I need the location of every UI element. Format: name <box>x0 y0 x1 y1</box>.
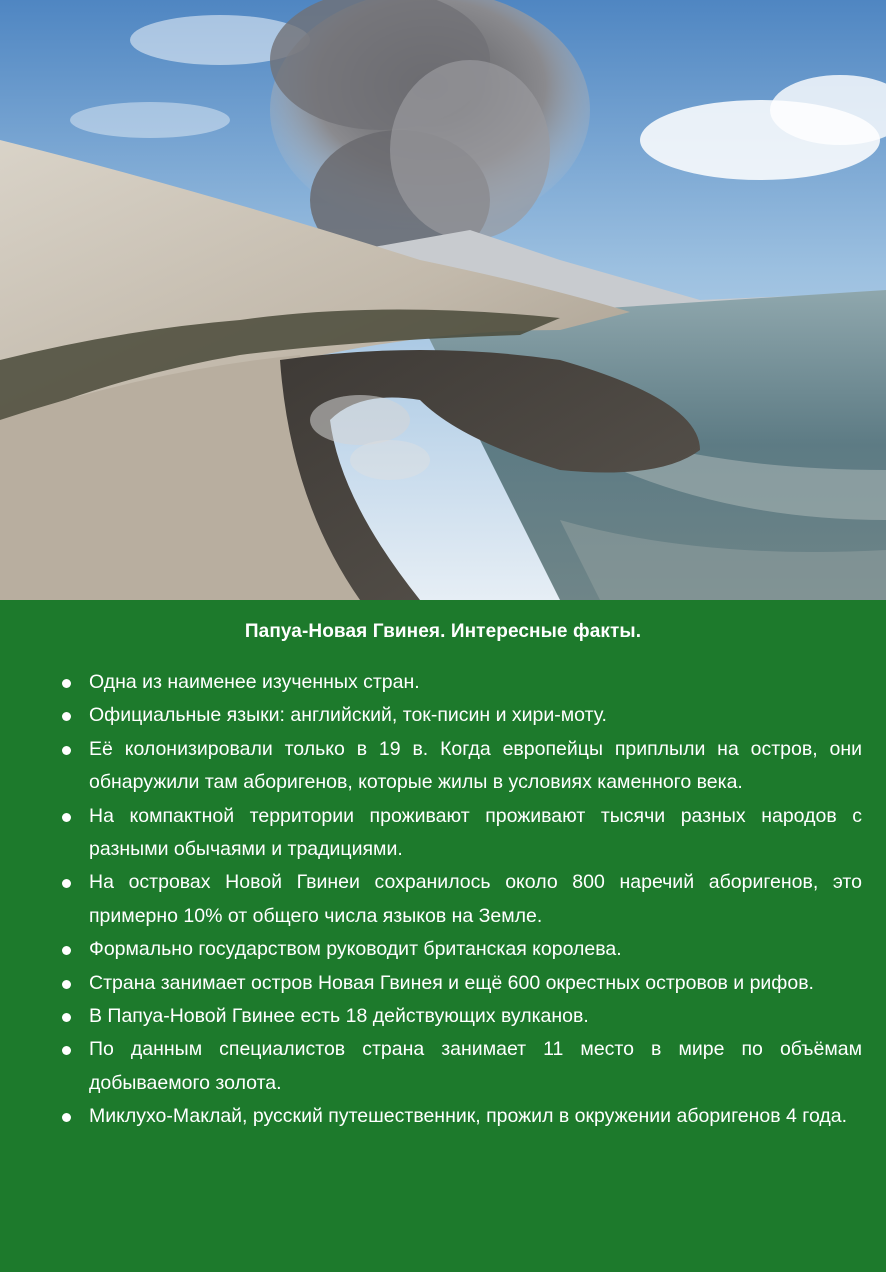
fact-item <box>60 933 862 966</box>
facts-list <box>60 666 862 1134</box>
fact-text: В Папуа-Новой Гвинее есть 18 действующих вулканов. <box>89 1005 589 1028</box>
fact-text: На островах Новой Гвинеи сохранилось около 800 наречий аборигенов, это примерно 10% от общего числа языков на Земле. <box>89 871 862 927</box>
fact-item <box>60 699 862 732</box>
bullet-icon <box>62 1013 71 1022</box>
fact-text: Миклухо-Маклай, русский путешественник, прожил в окружении аборигенов 4 года. <box>89 1105 847 1128</box>
bullet-icon <box>62 879 71 888</box>
fact-item <box>60 967 862 1000</box>
fact-item <box>60 733 862 800</box>
fact-text: Её колонизировали только в 19 в. Когда европейцы приплыли на остров, они обнаружили там аборигенов, которые жилы в условиях каменного века. <box>89 737 862 794</box>
volcano-beach-photo <box>0 0 886 600</box>
bullet-icon <box>62 1046 71 1055</box>
fact-text: Одна из наименее изученных стран. <box>89 671 420 693</box>
fact-item <box>60 666 862 699</box>
fact-text: На компактной территории проживают проживают тысячи разных народов с разными обычаями и традициями. <box>89 804 862 861</box>
bullet-icon <box>62 813 71 822</box>
bullet-icon <box>62 712 71 721</box>
panel-title: Папуа-Новая Гвинея. Интересные факты. <box>244 621 642 642</box>
bullet-icon <box>62 980 71 989</box>
facts-panel <box>0 600 886 1272</box>
fact-item <box>60 1100 862 1133</box>
bullet-icon <box>62 946 71 955</box>
fact-item <box>60 800 862 867</box>
fact-item <box>60 866 862 933</box>
bullet-icon <box>62 679 71 688</box>
fact-text: Официальные языки: английский, ток-писин и хири-моту. <box>89 704 607 727</box>
bullet-icon <box>62 1113 71 1122</box>
fact-text: Страна занимает остров Новая Гвинея и ещё 600 окрестных островов и рифов. <box>89 971 814 994</box>
fact-text: По данным специалистов страна занимает 11 место в мире по объёмам добываемого золота. <box>89 1038 862 1094</box>
fact-text: Формально государством руководит британская королева. <box>89 938 622 961</box>
fact-item <box>60 1033 862 1100</box>
bottom-margin <box>0 1272 886 1280</box>
bullet-icon <box>62 746 71 755</box>
fact-item <box>60 1000 862 1033</box>
